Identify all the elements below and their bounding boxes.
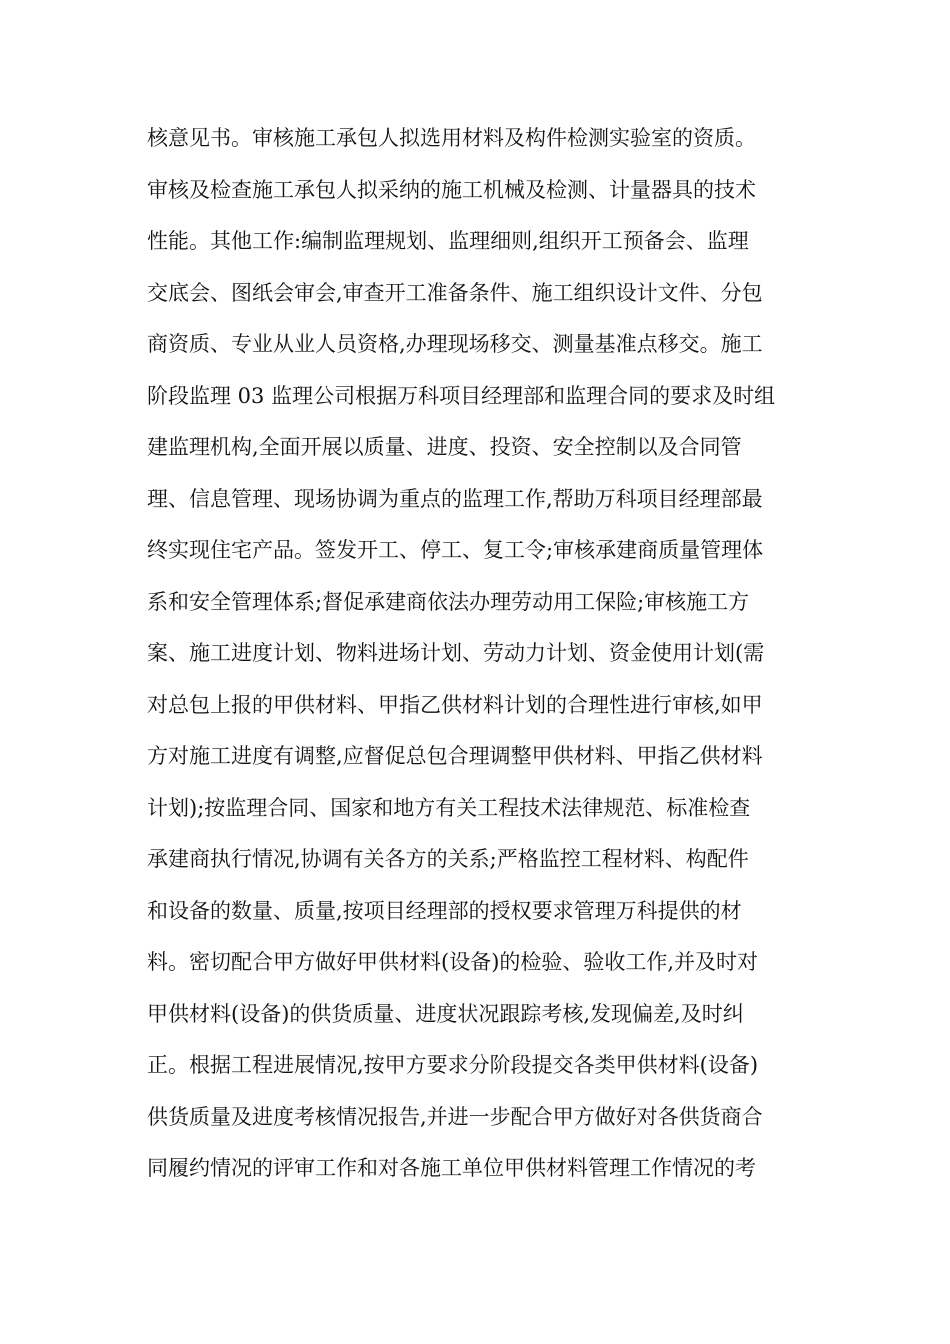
- text-line: 终实现住宅产品。签发开工、停工、复工令;审核承建商质量管理体: [147, 538, 764, 562]
- text-line: 交底会、图纸会审会,审查开工准备条件、施工组织设计文件、分包: [147, 280, 763, 305]
- text-line: 对总包上报的甲供材料、甲指乙供材料计划的合理性进行审核,如甲: [147, 692, 763, 717]
- body-text: [147, 116, 807, 1198]
- text-line: 案、施工进度计划、物料进场计划、劳动力计划、资金使用计划(需: [147, 641, 765, 665]
- text-line: 审核及检查施工承包人拟采纳的施工机械及检测、计量器具的技术: [147, 177, 756, 202]
- text-line: 料。密切配合甲方做好甲供材料(设备)的检验、验收工作,并及时对: [147, 950, 759, 974]
- text-line: 核意见书。审核施工承包人拟选用材料及构件检测实验室的资质。: [147, 126, 756, 150]
- text-line: 方对施工进度有调整,应督促总包合理调整甲供材料、甲指乙供材料: [147, 744, 763, 768]
- text-line: 建监理机构,全面开展以质量、进度、投资、安全控制以及合同管: [147, 435, 742, 459]
- text-line: 阶段监理 03 监理公司根据万科项目经理部和监理合同的要求及时组: [147, 383, 776, 408]
- text-line: 理、信息管理、现场协调为重点的监理工作,帮助万科项目经理部最: [147, 486, 763, 511]
- text-line: 供货质量及进度考核情况报告,并进一步配合甲方做好对各供货商合: [147, 1104, 763, 1129]
- text-line: 正。根据工程进展情况,按甲方要求分阶段提交各类甲供材料(设备): [147, 1053, 759, 1077]
- text-line: 系和安全管理体系;督促承建商依法办理劳动用工保险;审核施工方: [147, 589, 750, 614]
- text-line: 商资质、专业从业人员资格,办理现场移交、测量基准点移交。施工: [147, 332, 763, 356]
- text-line: 承建商执行情况,协调有关各方的关系;严格监控工程材料、构配件: [147, 847, 749, 871]
- text-line: 甲供材料(设备)的供货质量、进度状况跟踪考核,发现偏差,及时纠: [147, 1001, 744, 1026]
- text-line: 性能。其他工作:编制监理规划、监理细则,组织开工预备会、监理: [147, 229, 749, 253]
- text-line: 和设备的数量、质量,按项目经理部的授权要求管理万科提供的材: [147, 898, 742, 923]
- text-line: 计划);按监理合同、国家和地方有关工程技术法律规范、标准检查: [147, 795, 751, 820]
- text-line: 同履约情况的评审工作和对各施工单位甲供材料管理工作情况的考: [147, 1156, 756, 1180]
